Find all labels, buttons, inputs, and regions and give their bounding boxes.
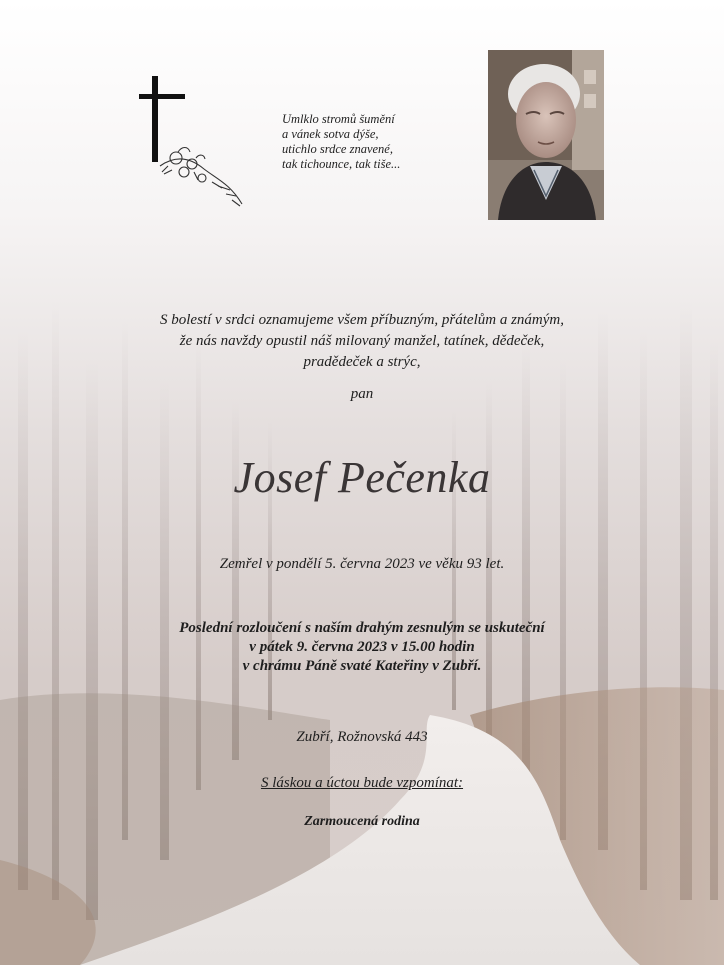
family-signature: Zarmoucená rodina xyxy=(304,814,420,829)
verse-line: a vánek sotva dýše, xyxy=(282,127,379,141)
title-word: pan xyxy=(350,386,374,402)
death-notice: Zemřel v pondělí 5. června 2023 ve věku 93 let. xyxy=(219,556,505,572)
verse-line: tak tichounce, tak tiše... xyxy=(282,157,401,171)
verse-line: utichlo srdce znavené, xyxy=(282,142,393,156)
address: Zubří, Rožnovská 443 xyxy=(296,729,428,745)
announcement-line: S bolestí v srdci oznamujeme všem příbuzným, přátelům a známým, xyxy=(160,312,564,328)
verse-line: Umlklo stromů šumění xyxy=(282,112,395,126)
announcement-line: pradědeček a strýc, xyxy=(303,354,421,370)
deceased-name: Josef Pečenka xyxy=(233,453,491,502)
funeral-line: v chrámu Páně svaté Kateřiny v Zubří. xyxy=(242,658,482,674)
funeral-line: Poslední rozloučení s naším drahým zesnulým se uskuteční xyxy=(179,620,545,636)
funeral-line: v pátek 9. června 2023 v 15.00 hodin xyxy=(249,639,475,655)
funeral-details xyxy=(0,619,724,676)
memorial-verse xyxy=(282,112,462,172)
announcement-line: že nás navždy opustil náš milovaný manžel, tatínek, dědeček, xyxy=(179,333,545,349)
announcement-text xyxy=(0,310,724,373)
remembrance-line: S láskou a úctou bude vzpomínat: xyxy=(260,775,464,791)
portrait-photo xyxy=(488,50,604,220)
cross-with-flowers-icon xyxy=(132,74,247,219)
